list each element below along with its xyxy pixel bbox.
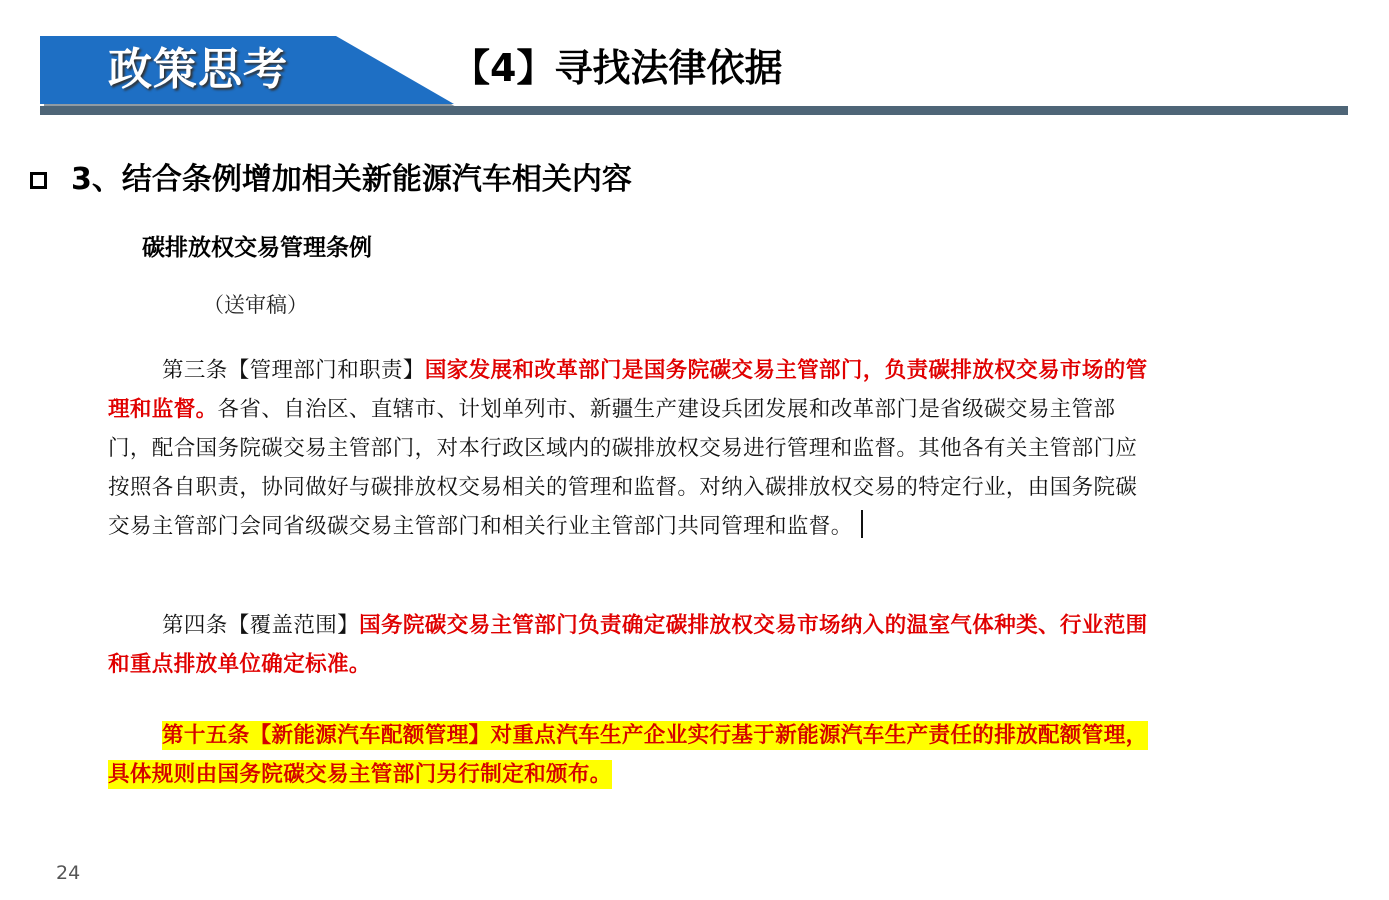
hollow-square-bullet-icon: [30, 172, 47, 189]
bullet-item: [30, 160, 632, 200]
article-4-paragraph: [108, 606, 1152, 684]
article-3-lead: 第三条【管理部门和职责】: [162, 358, 425, 383]
article-3-paragraph: [108, 351, 1152, 546]
document-subtitle: （送审稿）: [203, 293, 308, 317]
article-15-paragraph: [108, 716, 1152, 794]
article-15-highlighted-text: 第十五条【新能源汽车配额管理】对重点汽车生产企业实行基于新能源汽车生产责任的排放配额管理，具体规则由国务院碳交易主管部门另行制定和颁布。: [108, 723, 1148, 787]
article-4-lead: 第四条【覆盖范围】: [162, 613, 360, 638]
section-tag: 政策思考: [108, 44, 288, 95]
page-number: 24: [56, 862, 81, 884]
text-cursor: [861, 510, 863, 538]
article-4-emphasis: 国务院碳交易主管部门负责确定碳排放权交易市场纳入的温室气体种类、行业范围和重点排放单位确定标准。: [108, 613, 1148, 677]
document-title: 碳排放权交易管理条例: [142, 235, 372, 261]
article-3-body: 各省、自治区、直辖市、计划单列市、新疆生产建设兵团发展和改革部门是省级碳交易主管部门，配合国务院碳交易主管部门，对本行政区域内的碳排放权交易进行管理和监督。其他各有关主管部门应按照各自职责，协同做好与碳排放权交易相关的管理和监督。对纳入碳排放权交易的特定行业，由国务院碳交易主管部门会同省级碳交易主管部门和相关行业主管部门共同管理和监督。: [108, 397, 1138, 539]
bullet-text: 3、结合条例增加相关新能源汽车相关内容: [71, 162, 632, 197]
article-3-emphasis: 国家发展和改革部门是国务院碳交易主管部门，负责碳排放权交易市场的管理和监督。: [108, 358, 1148, 422]
slide-title: 【4】寻找法律依据: [452, 46, 783, 90]
